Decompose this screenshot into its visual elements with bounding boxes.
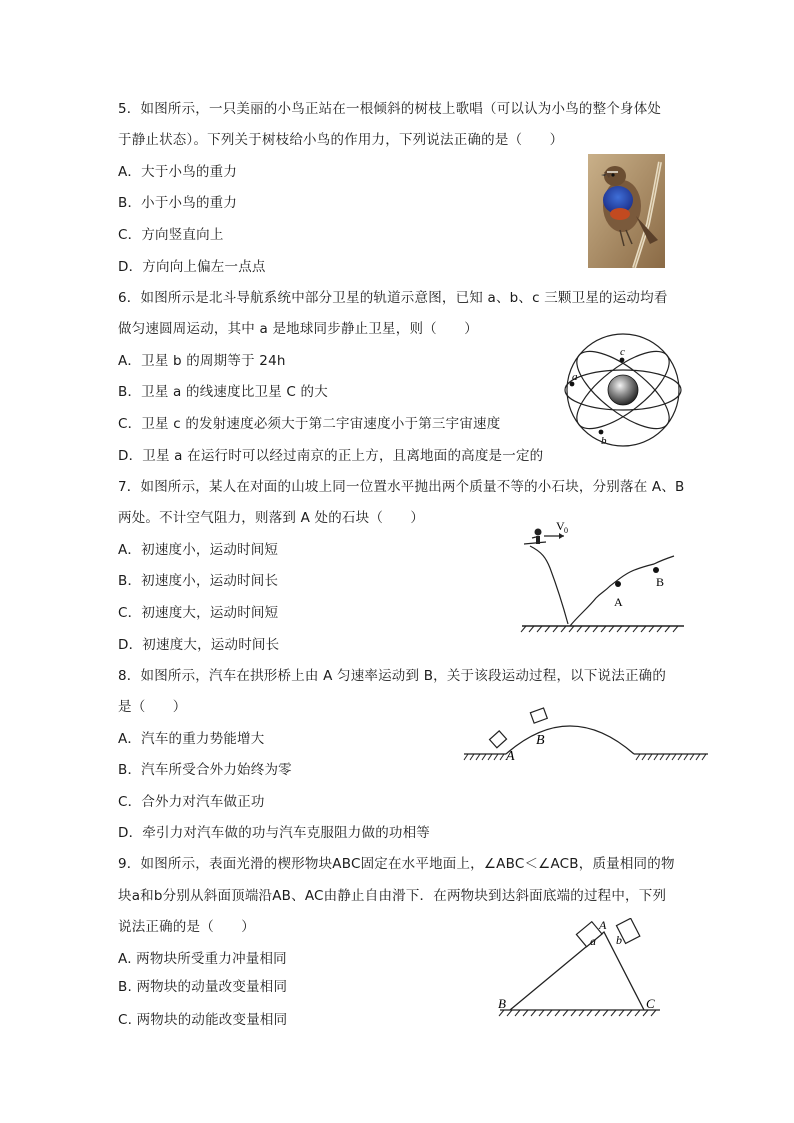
q8-option-b: B．汽车所受合外力始终为零	[118, 762, 292, 778]
label-b: b	[616, 933, 622, 947]
q6-stem-line-1: 6．如图所示是北斗导航系统中部分卫星的轨道示意图，已知 a、b、c 三颗卫星的运动均看	[118, 290, 668, 306]
car-at-a	[490, 731, 507, 748]
car-at-b	[530, 708, 547, 723]
q6-option-a: A．卫星 b 的周期等于 24h	[118, 353, 286, 369]
label-B: B	[536, 733, 545, 748]
q7-stem-line-2: 两处。不计空气阻力，则落到 A 处的石块（ ）	[118, 510, 425, 526]
q9-stem-line-3: 说法正确的是（ ）	[118, 919, 255, 935]
q7-option-b: B．初速度小，运动时间长	[118, 573, 279, 589]
q5-stem-line-2: 于静止状态）。下列关于树枝给小鸟的作用力，下列说法正确的是（ ）	[118, 132, 564, 148]
v0-subscript: 0	[564, 526, 568, 535]
label-B: B	[656, 575, 665, 589]
satellite-b-point	[599, 430, 604, 435]
q9-stem-line-2: 块a和b分别从斜面顶端沿AB、AC由静止自由滑下．在两物块到达斜面底端的过程中，下列	[118, 888, 667, 904]
q8-option-d: D．牵引力对汽车做的功与汽车克服阻力做的功相等	[118, 825, 430, 841]
label-a: a	[572, 371, 578, 383]
q6-option-d: D．卫星 a 在运行时可以经过南京的正上方，且离地面的高度是一定的	[118, 448, 544, 464]
q8-stem-line-1: 8．如图所示，汽车在拱形桥上由 A 匀速率运动到 B，关于该段运动过程，以下说法正确的	[118, 668, 667, 684]
q9-option-a: A. 两物块所受重力冲量相同	[118, 951, 287, 967]
label-C: C	[646, 996, 655, 1011]
q5-option-c: C．方向竖直向上	[118, 227, 224, 243]
q7-stem-line-1: 7．如图所示，某人在对面的山坡上同一位置水平抛出两个质量不等的小石块，分别落在 A、B	[118, 479, 685, 495]
q6-stem-line-2: 做匀速圆周运动，其中 a 是地球同步静止卫星，则（ ）	[118, 321, 478, 337]
q5-option-a: A．大于小鸟的重力	[118, 164, 238, 180]
v0-label: V	[556, 519, 565, 533]
satellite-orbit-figure	[558, 320, 688, 450]
q5-stem-line-1: 5．如图所示，一只美丽的小鸟正站在一根倾斜的树枝上歌唱（可以认为小鸟的整个身体处	[118, 101, 662, 117]
q5-option-d: D．方向向上偏左一点点	[118, 259, 266, 275]
label-a: a	[590, 934, 596, 948]
label-A: A	[599, 918, 607, 932]
point-a-dot	[615, 581, 621, 587]
point-b-dot	[653, 567, 659, 573]
q9-option-c: C. 两物块的动能改变量相同	[118, 1012, 288, 1028]
label-A: A	[614, 595, 623, 609]
q8-option-c: C．合外力对汽车做正功	[118, 794, 265, 810]
q5-option-b: B．小于小鸟的重力	[118, 195, 238, 211]
q8-stem-line-2: 是（ ）	[118, 699, 187, 715]
arch-bridge-figure	[462, 700, 712, 768]
q7-option-d: D．初速度大，运动时间长	[118, 637, 280, 653]
q7-option-c: C．初速度大，运动时间短	[118, 605, 279, 621]
q6-option-c: C．卫星 c 的发射速度必须大于第二宇宙速度小于第三宇宙速度	[118, 416, 501, 432]
label-B: B	[498, 996, 506, 1011]
satellite-c-point	[620, 358, 625, 363]
q8-option-a: A．汽车的重力势能增大	[118, 731, 265, 747]
label-c: c	[620, 346, 625, 358]
q6-option-b: B．卫星 a 的线速度比卫星 C 的大	[118, 384, 328, 400]
q9-stem-line-1: 9．如图所示，表面光滑的楔形物块ABC固定在水平地面上，∠ABC＜∠ACB，质量相同的物	[118, 856, 675, 872]
label-A: A	[506, 749, 515, 764]
bird-on-branch-figure	[588, 154, 665, 268]
q9-option-b: B. 两物块的动量改变量相同	[118, 979, 288, 995]
projectile-slope-figure	[518, 512, 688, 634]
q7-option-a: A．初速度小，运动时间短	[118, 542, 279, 558]
wedge-block-figure	[494, 918, 664, 1022]
label-b: b	[601, 435, 607, 447]
